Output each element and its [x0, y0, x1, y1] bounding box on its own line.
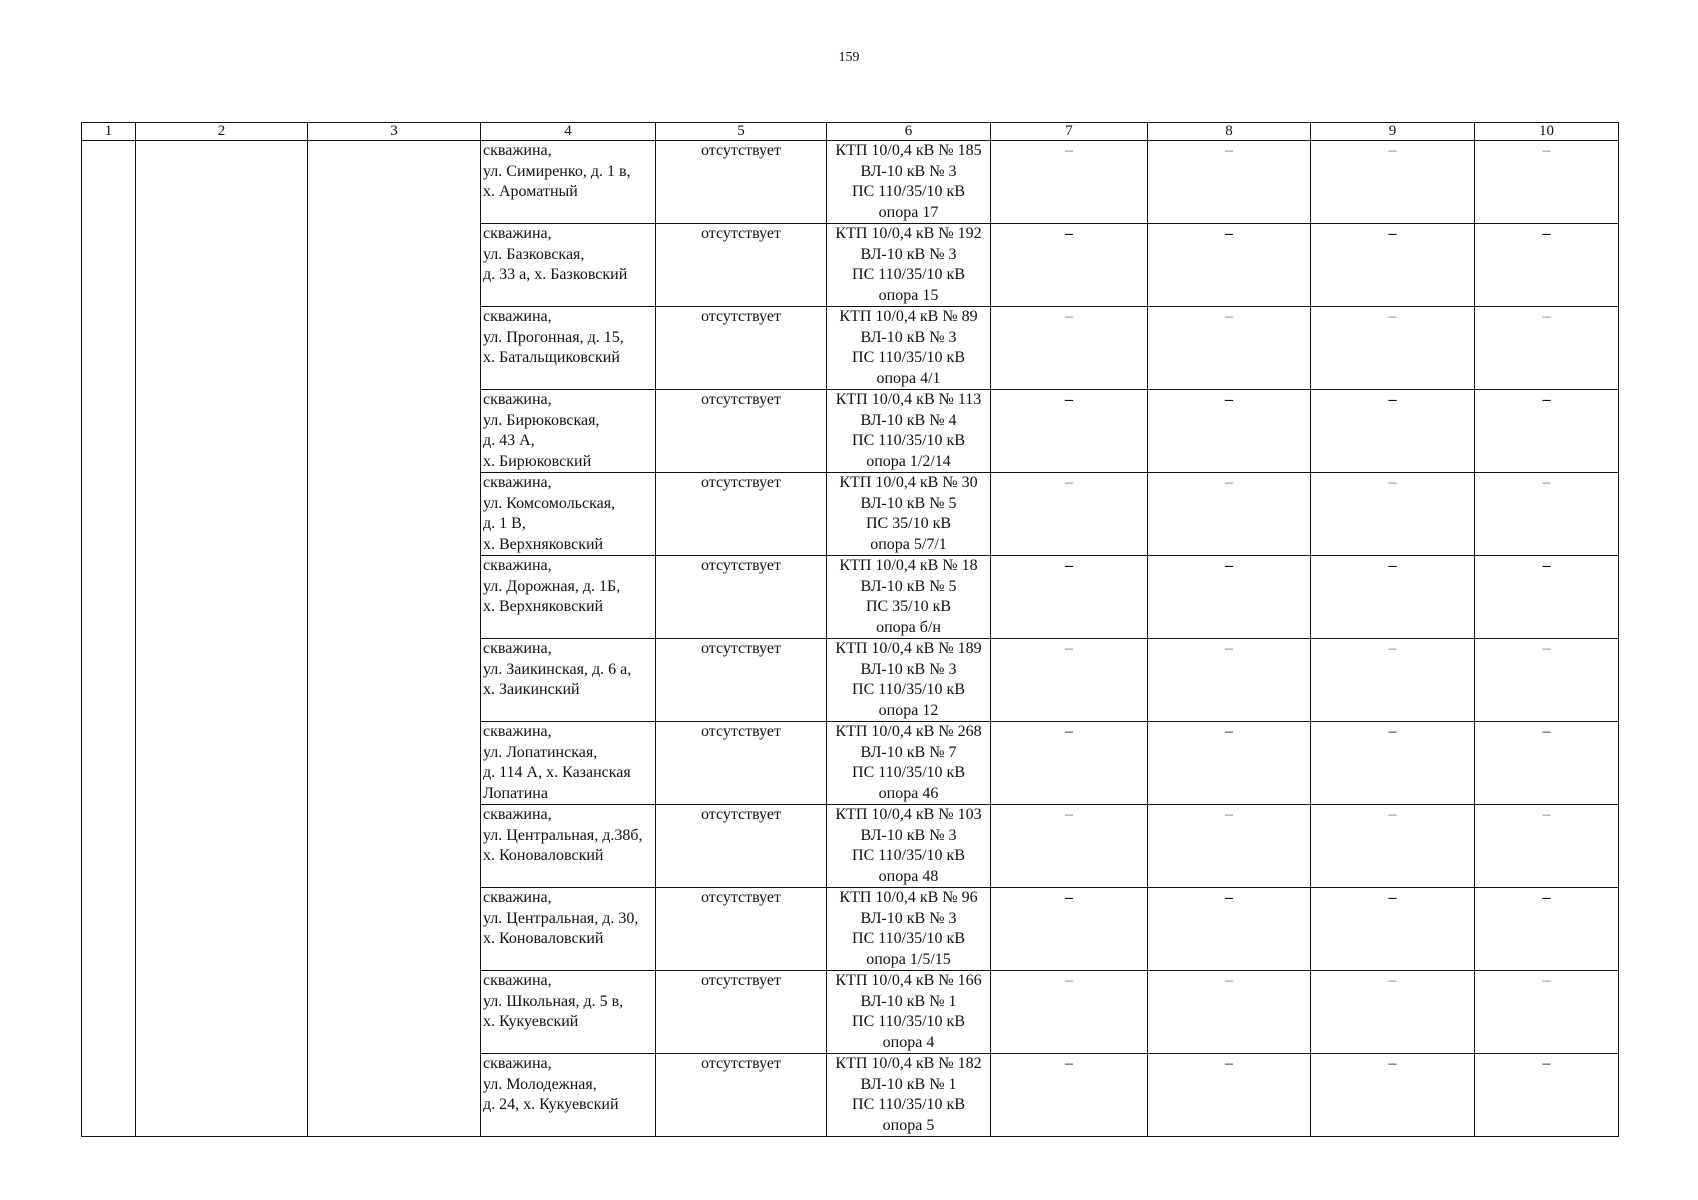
power-source-cell: КТП 10/0,4 кВ № 166 ВЛ-10 кВ № 1 ПС 110/35/10 кВ опора 4	[827, 971, 991, 1054]
object-cell: скважина, ул. Симиренко, д. 1 в, х. Ароматный	[481, 141, 656, 224]
column-8-cell: –	[1148, 1054, 1311, 1137]
object-cell: скважина, ул. Заикинская, д. 6 а, х. Заикинский	[481, 639, 656, 722]
column-9-cell: –	[1311, 639, 1475, 722]
column-10-cell: –	[1475, 307, 1619, 390]
power-source-cell: КТП 10/0,4 кВ № 192 ВЛ-10 кВ № 3 ПС 110/35/10 кВ опора 15	[827, 224, 991, 307]
column-header-8: 8	[1148, 123, 1311, 141]
data-table	[81, 122, 1619, 1137]
power-source-cell: КТП 10/0,4 кВ № 268 ВЛ-10 кВ № 7 ПС 110/35/10 кВ опора 46	[827, 722, 991, 805]
column-header-2: 2	[136, 123, 308, 141]
column-8-cell: –	[1148, 556, 1311, 639]
table-body	[82, 141, 1619, 1137]
column-7-cell: –	[991, 556, 1148, 639]
column-8-cell: –	[1148, 473, 1311, 556]
column-8-cell: –	[1148, 722, 1311, 805]
page-number: 159	[838, 50, 860, 65]
object-cell: скважина, ул. Лопатинская, д. 114 А, х. Казанская Лопатина	[481, 722, 656, 805]
column-number-row	[82, 123, 1619, 141]
object-cell: скважина, ул. Базковская, д. 33 а, х. Базковский	[481, 224, 656, 307]
power-source-cell: КТП 10/0,4 кВ № 182 ВЛ-10 кВ № 1 ПС 110/35/10 кВ опора 5	[827, 1054, 991, 1137]
column-7-cell: –	[991, 722, 1148, 805]
column-7-cell: –	[991, 307, 1148, 390]
column-7-cell: –	[991, 390, 1148, 473]
column-header-6: 6	[827, 123, 991, 141]
power-source-cell: КТП 10/0,4 кВ № 89 ВЛ-10 кВ № 3 ПС 110/35/10 кВ опора 4/1	[827, 307, 991, 390]
column-header-9: 9	[1311, 123, 1475, 141]
object-cell: скважина, ул. Комсомольская, д. 1 В, х. Верхняковский	[481, 473, 656, 556]
column-7-cell: –	[991, 888, 1148, 971]
column-9-cell: –	[1311, 722, 1475, 805]
status-cell: отсутствует	[656, 805, 827, 888]
column-9-cell: –	[1311, 390, 1475, 473]
power-source-cell: КТП 10/0,4 кВ № 18 ВЛ-10 кВ № 5 ПС 35/10 кВ опора б/н	[827, 556, 991, 639]
column-header-4: 4	[481, 123, 656, 141]
status-cell: отсутствует	[656, 473, 827, 556]
col-2-merged-cell	[136, 141, 308, 1137]
col-1-merged-cell	[82, 141, 136, 1137]
status-cell: отсутствует	[656, 224, 827, 307]
col-3-merged-cell	[308, 141, 481, 1137]
column-7-cell: –	[991, 971, 1148, 1054]
power-source-cell: КТП 10/0,4 кВ № 189 ВЛ-10 кВ № 3 ПС 110/35/10 кВ опора 12	[827, 639, 991, 722]
object-cell: скважина, ул. Бирюковская, д. 43 А, х. Бирюковский	[481, 390, 656, 473]
column-7-cell: –	[991, 1054, 1148, 1137]
column-header-10: 10	[1475, 123, 1619, 141]
column-10-cell: –	[1475, 805, 1619, 888]
status-cell: отсутствует	[656, 390, 827, 473]
column-10-cell: –	[1475, 1054, 1619, 1137]
column-7-cell: –	[991, 639, 1148, 722]
object-cell: скважина, ул. Молодежная, д. 24, х. Кукуевский	[481, 1054, 656, 1137]
column-8-cell: –	[1148, 805, 1311, 888]
status-cell: отсутствует	[656, 722, 827, 805]
power-source-cell: КТП 10/0,4 кВ № 113 ВЛ-10 кВ № 4 ПС 110/35/10 кВ опора 1/2/14	[827, 390, 991, 473]
column-header-3: 3	[308, 123, 481, 141]
column-header-7: 7	[991, 123, 1148, 141]
power-source-cell: КТП 10/0,4 кВ № 185 ВЛ-10 кВ № 3 ПС 110/35/10 кВ опора 17	[827, 141, 991, 224]
column-10-cell: –	[1475, 224, 1619, 307]
object-cell: скважина, ул. Дорожная, д. 1Б, х. Верхняковский	[481, 556, 656, 639]
object-cell: скважина, ул. Центральная, д.38б, х. Коноваловский	[481, 805, 656, 888]
power-source-cell: КТП 10/0,4 кВ № 96 ВЛ-10 кВ № 3 ПС 110/35/10 кВ опора 1/5/15	[827, 888, 991, 971]
column-10-cell: –	[1475, 556, 1619, 639]
column-9-cell: –	[1311, 1054, 1475, 1137]
column-10-cell: –	[1475, 971, 1619, 1054]
column-9-cell: –	[1311, 805, 1475, 888]
object-cell: скважина, ул. Прогонная, д. 15, х. Батальщиковский	[481, 307, 656, 390]
column-header-5: 5	[656, 123, 827, 141]
column-10-cell: –	[1475, 639, 1619, 722]
column-9-cell: –	[1311, 556, 1475, 639]
column-7-cell: –	[991, 473, 1148, 556]
status-cell: отсутствует	[656, 888, 827, 971]
column-8-cell: –	[1148, 639, 1311, 722]
column-9-cell: –	[1311, 473, 1475, 556]
column-8-cell: –	[1148, 307, 1311, 390]
object-cell: скважина, ул. Центральная, д. 30, х. Коноваловский	[481, 888, 656, 971]
status-cell: отсутствует	[656, 971, 827, 1054]
column-9-cell: –	[1311, 224, 1475, 307]
column-8-cell: –	[1148, 224, 1311, 307]
power-source-cell: КТП 10/0,4 кВ № 103 ВЛ-10 кВ № 3 ПС 110/35/10 кВ опора 48	[827, 805, 991, 888]
column-8-cell: –	[1148, 971, 1311, 1054]
column-10-cell: –	[1475, 473, 1619, 556]
column-7-cell: –	[991, 224, 1148, 307]
column-7-cell: –	[991, 141, 1148, 224]
column-9-cell: –	[1311, 307, 1475, 390]
status-cell: отсутствует	[656, 556, 827, 639]
status-cell: отсутствует	[656, 141, 827, 224]
column-10-cell: –	[1475, 141, 1619, 224]
column-8-cell: –	[1148, 390, 1311, 473]
object-cell: скважина, ул. Школьная, д. 5 в, х. Кукуевский	[481, 971, 656, 1054]
status-cell: отсутствует	[656, 1054, 827, 1137]
status-cell: отсутствует	[656, 307, 827, 390]
status-cell: отсутствует	[656, 639, 827, 722]
column-8-cell: –	[1148, 888, 1311, 971]
column-10-cell: –	[1475, 722, 1619, 805]
power-source-cell: КТП 10/0,4 кВ № 30 ВЛ-10 кВ № 5 ПС 35/10 кВ опора 5/7/1	[827, 473, 991, 556]
column-9-cell: –	[1311, 971, 1475, 1054]
column-9-cell: –	[1311, 141, 1475, 224]
table-row	[82, 141, 1619, 224]
column-9-cell: –	[1311, 888, 1475, 971]
column-8-cell: –	[1148, 141, 1311, 224]
column-10-cell: –	[1475, 888, 1619, 971]
column-10-cell: –	[1475, 390, 1619, 473]
column-header-1: 1	[82, 123, 136, 141]
column-7-cell: –	[991, 805, 1148, 888]
